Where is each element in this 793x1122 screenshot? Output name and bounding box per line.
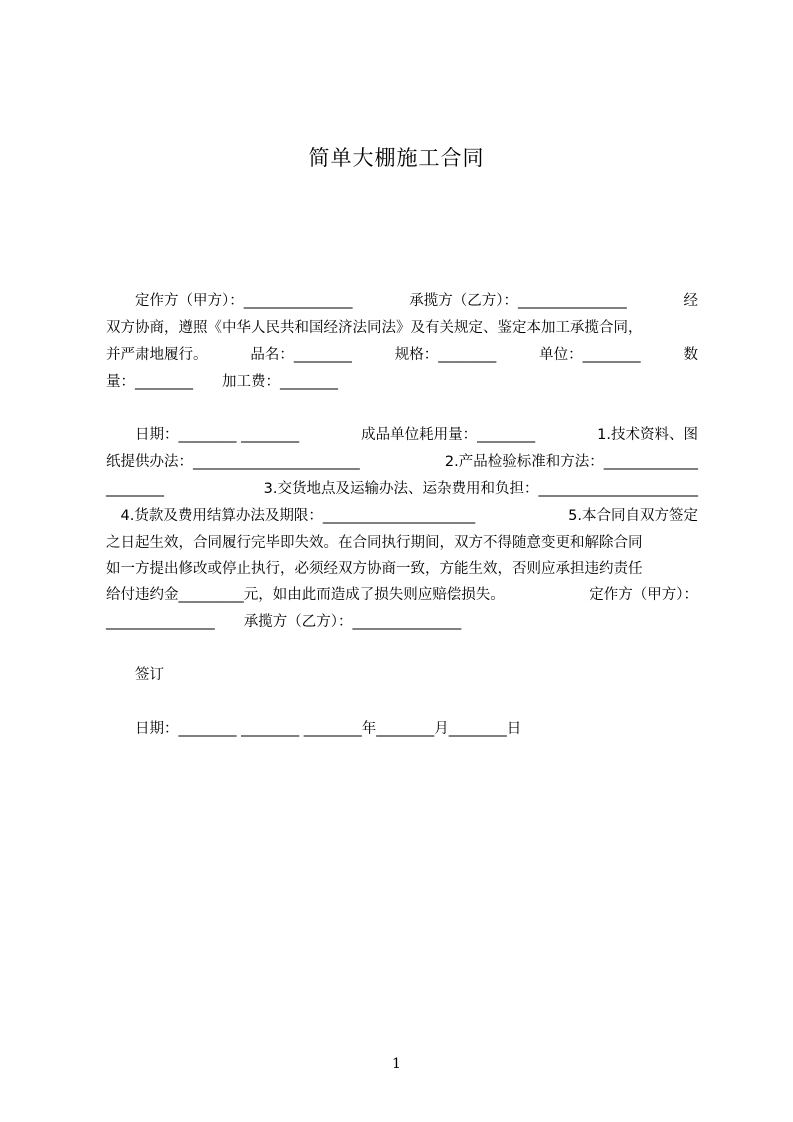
signing-date-line: 日期：________ ________ ________年________月________日: [106, 721, 522, 737]
line-7-part-1: ________: [106, 481, 164, 497]
line-1-part-2: 承揽方（乙方）：_______________: [409, 293, 627, 309]
signing-label: 签订: [106, 667, 164, 683]
contract-line-4: 量：________ 加工费：________: [106, 374, 338, 390]
line-9-text: 之日起生效，合同履行完毕即失效。在合同执行期间，双方不得随意变更和解除合同: [106, 535, 643, 551]
document-title: 简单大棚施工合同: [308, 146, 485, 170]
contract-line-1: [106, 291, 698, 311]
line-3-part-5: 数: [683, 347, 698, 363]
contract-line-11: [106, 585, 698, 605]
line-10-text: 如一方提出修改或停止执行，必须经双方协商一致，方能生效，否则应承担违约责任: [106, 561, 643, 577]
line-7-part-2: 3.交货地点及运输办法、运杂费用和负担：______________________: [263, 481, 698, 497]
line-5-part-1: 日期：________ ________: [106, 427, 300, 443]
line-6-part-1: 纸提供办法：_______________________: [106, 454, 360, 470]
contract-line-5: [106, 425, 698, 445]
line-3-part-4: 单位：________: [539, 347, 641, 363]
line-3-part-3: 规格：________: [394, 347, 497, 363]
line-8-part-1: 4.货款及费用结算办法及期限：_____________________: [106, 508, 476, 524]
contract-line-2: [106, 318, 698, 338]
contract-line-3: [106, 345, 698, 365]
line-5-part-3: 1.技术资料、图: [597, 427, 698, 443]
contract-line-8: [106, 506, 698, 526]
line-8-part-2: 5.本合同自双方签定: [568, 508, 698, 524]
line-1-part-1: 定作方（甲方）：_______________: [106, 293, 353, 309]
page-number: 1: [392, 1056, 401, 1072]
line-5-part-2: 成品单位耗用量：________: [361, 427, 536, 443]
line-11-part-2: 定作方（甲方）：: [589, 587, 698, 603]
line-11-part-1: 给付违约金_________元，如由此而造成了损失则应赔偿损失。: [106, 587, 505, 603]
contract-line-10: [106, 559, 698, 579]
line-1-part-3: 经: [683, 293, 698, 309]
line-2-text: 双方协商，遵照《中华人民共和国经济法同法》及有关规定、鉴定本加工承揽合同，: [106, 320, 643, 336]
contract-line-6: [106, 452, 698, 472]
contract-line-9: [106, 533, 698, 553]
contract-line-7: [106, 479, 698, 499]
line-3-part-1: 并严肃地履行。: [106, 347, 208, 363]
contract-line-12: _______________ 承揽方（乙方）：_______________: [106, 614, 462, 630]
line-6-part-2: 2.产品检验标准和方法：_____________: [444, 454, 698, 470]
line-3-part-2: 品名：________: [250, 347, 352, 363]
